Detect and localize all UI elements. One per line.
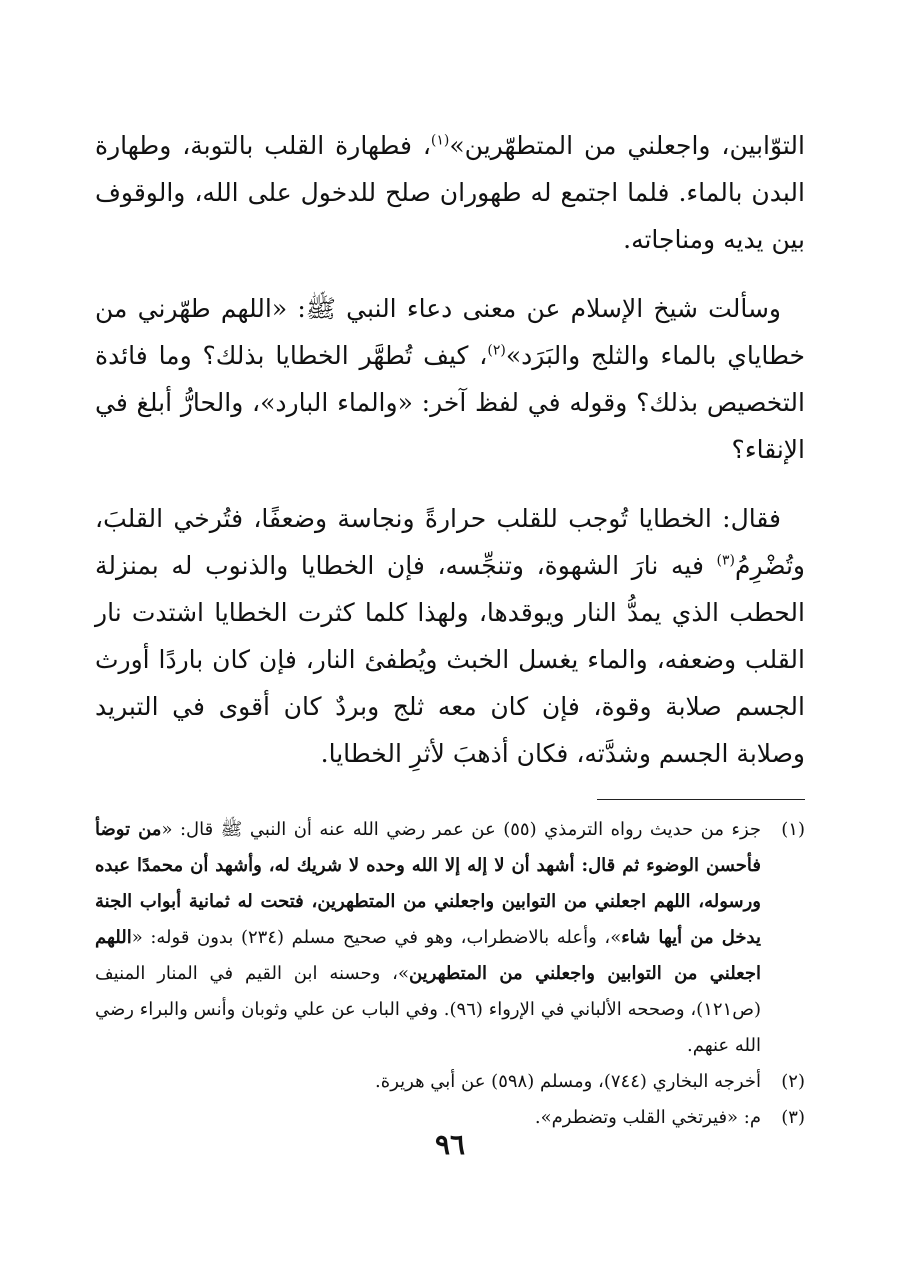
footnote-number: (٢) [781,1071,805,1092]
paragraph-text: فقال: الخطايا تُوجب للقلب حرارةً ونجاسة وضعفًا، فتُرخي القلبَ، وتُضْرِمُ [95,504,805,580]
main-text [95,122,805,777]
footnote-ref-1[interactable]: (١) [430,132,450,149]
footnote-text: م: «فيرتخي القلب وتضطرم». [534,1107,761,1128]
paragraph-text: وسألت شيخ الإسلام عن معنى دعاء النبي ﷺ: «اللهم طهّرني من خطاياي بالماء والثلج والبَرَد» [95,294,805,370]
paragraph-1 [95,122,805,263]
footnote-divider [597,799,805,800]
paragraph-text: التوّابين، واجعلني من المتطهّرين» [449,131,805,160]
footnote-number: (٣) [781,1107,805,1128]
footnote-2 [95,1064,805,1100]
footnote-text: جزء من حديث رواه الترمذي (٥٥) عن عمر رضي الله عنه أن النبي ﷺ قال: « [161,819,762,840]
paragraph-text: فيه نارَ الشهوة، وتنجِّسه، فإن الخطايا والذنوب له بمنزلة الحطب الذي يمدُّ النار ويوقدها، ولهذا كلما كثرت الخطايا اشتدت نار القلب وضعفه، والماء يغسل الخبث ويُطفئ النار، فإن كان باردًا أورث الجسم صلابة وقوة، فإن كان معه ثلج وبردٌ كان أقوى في التبريد وصلابة الجسم وشدَّته، فكان أذهبَ لأثرِ الخطايا. [95,551,805,768]
paragraph-text: ، كيف تُطهَّر الخطايا بذلك؟ وما فائدة التخصيص بذلك؟ وقوله في لفظ آخر: «والماء البارد»، والحارُّ أبلغ في الإنقاء؟ [95,341,805,464]
footnote-1 [95,812,805,1064]
paragraph-3 [95,495,805,777]
footnote-text: »، وأعله بالاضطراب، وهو في صحيح مسلم (٢٣٤) بدون قوله: « [131,927,622,948]
footnote-bold-text: من توضأ فأحسن الوضوء ثم قال: أشهد أن لا إله إلا الله وحده لا شريك له، وأشهد أن محمدًا عبده ورسوله، اللهم اجعلني من التوابين واجعلني من المتطهرين، فتحت له ثمانية أبواب الجنة يدخل من أيها شاء [95,819,762,948]
footnote-text: أخرجه البخاري (٧٤٤)، ومسلم (٥٩٨) عن أبي هريرة. [375,1071,761,1092]
footnotes [95,812,805,1136]
paragraph-2 [95,285,805,473]
footnote-number: (١) [781,819,805,840]
paragraph-text: ، فطهارة القلب بالتوبة، وطهارة البدن بالماء. فلما اجتمع له طهوران صلح للدخول على الله، والوقوف بين يديه ومناجاته. [95,131,805,254]
footnote-bold-text: اللهم اجعلني من التوابين واجعلني من المتطهرين [95,927,761,984]
footnote-text: »، وحسنه ابن القيم في المنار المنيف (ص١٢١)، وصححه الألباني في الإرواء (٩٦). وفي الباب عن علي وثوبان وأنس والبراء رضي الله عنهم. [95,963,761,1056]
footnote-ref-2[interactable]: (٢) [487,342,506,359]
footnote-ref-3[interactable]: (٣) [716,552,736,569]
page-number: ٩٦ [434,1128,466,1161]
